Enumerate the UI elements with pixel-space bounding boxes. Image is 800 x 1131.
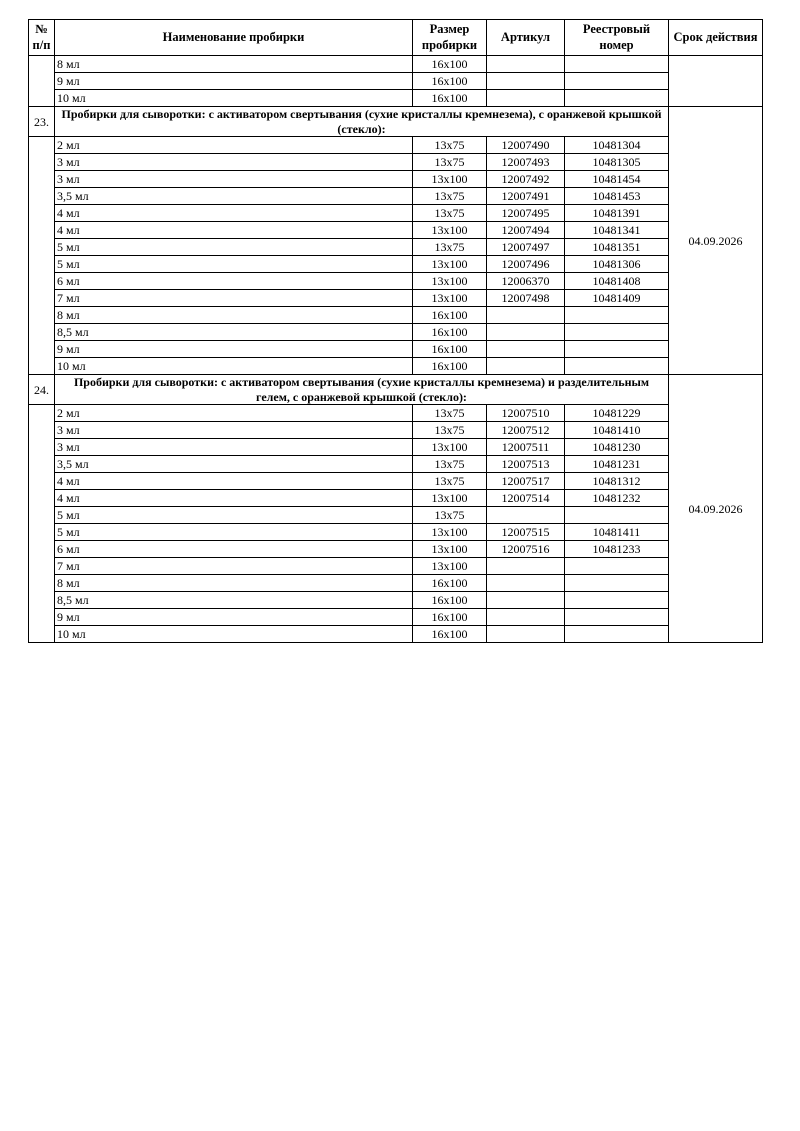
tube-size-cell: 13x100: [413, 558, 487, 575]
tube-article-cell: 12007497: [487, 239, 565, 256]
tube-row: [29, 575, 763, 592]
tube-name-cell: 5 мл: [55, 256, 413, 273]
tube-name-cell: 7 мл: [55, 558, 413, 575]
tube-name-cell: 9 мл: [55, 341, 413, 358]
tube-article-cell: [487, 324, 565, 341]
tube-registry-cell: [565, 358, 669, 375]
tube-name-cell: 2 мл: [55, 137, 413, 154]
tube-name-cell: 5 мл: [55, 507, 413, 524]
tube-name-cell: 6 мл: [55, 273, 413, 290]
tube-name-cell: 3 мл: [55, 439, 413, 456]
tube-registry-cell: [565, 324, 669, 341]
tube-article-cell: 12007514: [487, 490, 565, 507]
tube-row: [29, 90, 763, 107]
tube-registry-cell: 10481453: [565, 188, 669, 205]
tube-size-cell: 13x100: [413, 524, 487, 541]
tubes-table: [28, 19, 763, 643]
section-title-cell: Пробирки для сыворотки: с активатором свертывания (сухие кристаллы кремнезема), с оранжевой крышкой (стекло):: [55, 107, 669, 137]
tube-name-cell: 8,5 мл: [55, 324, 413, 341]
tube-row: [29, 473, 763, 490]
tube-row: [29, 358, 763, 375]
tube-registry-cell: 10481411: [565, 524, 669, 541]
tube-name-cell: 10 мл: [55, 358, 413, 375]
tube-registry-cell: 10481410: [565, 422, 669, 439]
header-row: [29, 20, 763, 56]
tube-size-cell: 16x100: [413, 626, 487, 643]
tube-registry-cell: [565, 307, 669, 324]
table-head: [29, 20, 763, 56]
tube-registry-cell: 10481454: [565, 171, 669, 188]
tube-article-cell: 12007492: [487, 171, 565, 188]
tube-size-cell: 13x75: [413, 205, 487, 222]
tube-size-cell: 13x75: [413, 239, 487, 256]
tube-size-cell: 13x75: [413, 154, 487, 171]
tube-article-cell: 12007490: [487, 137, 565, 154]
tube-size-cell: 13x75: [413, 456, 487, 473]
tube-name-cell: 5 мл: [55, 239, 413, 256]
tube-registry-cell: 10481341: [565, 222, 669, 239]
section-number-cell: 24.: [29, 375, 55, 405]
tube-article-cell: 12007516: [487, 541, 565, 558]
tube-row: [29, 341, 763, 358]
tube-article-cell: 12007493: [487, 154, 565, 171]
tube-registry-cell: 10481233: [565, 541, 669, 558]
tube-registry-cell: 10481231: [565, 456, 669, 473]
tube-article-cell: [487, 307, 565, 324]
tube-size-cell: 13x100: [413, 273, 487, 290]
tube-registry-cell: 10481312: [565, 473, 669, 490]
tube-name-cell: 10 мл: [55, 90, 413, 107]
tube-article-cell: [487, 592, 565, 609]
row-number-cell: [29, 137, 55, 375]
tube-size-cell: 16x100: [413, 592, 487, 609]
tube-row: [29, 239, 763, 256]
tube-article-cell: [487, 90, 565, 107]
tube-size-cell: 16x100: [413, 358, 487, 375]
tube-registry-cell: 10481305: [565, 154, 669, 171]
tube-row: [29, 422, 763, 439]
tube-size-cell: 13x100: [413, 222, 487, 239]
tube-size-cell: 13x75: [413, 473, 487, 490]
tube-name-cell: 8 мл: [55, 307, 413, 324]
tube-row: [29, 592, 763, 609]
tube-row: [29, 524, 763, 541]
tube-article-cell: 12007510: [487, 405, 565, 422]
tube-row: [29, 405, 763, 422]
tube-size-cell: 13x75: [413, 507, 487, 524]
section-header-row: [29, 107, 763, 137]
tube-row: [29, 541, 763, 558]
tube-registry-cell: 10481351: [565, 239, 669, 256]
tube-article-cell: [487, 73, 565, 90]
tube-row: [29, 609, 763, 626]
tube-name-cell: 4 мл: [55, 205, 413, 222]
column-header-validity: Срок действия: [669, 20, 763, 56]
tube-article-cell: [487, 626, 565, 643]
tube-registry-cell: [565, 609, 669, 626]
tube-size-cell: 16x100: [413, 609, 487, 626]
tube-registry-cell: [565, 558, 669, 575]
row-number-cell: [29, 56, 55, 107]
tube-article-cell: [487, 558, 565, 575]
tube-size-cell: 13x100: [413, 256, 487, 273]
column-header-name: Наименование пробирки: [55, 20, 413, 56]
section-title-cell: Пробирки для сыворотки: с активатором свертывания (сухие кристаллы кремнезема) и разделительным гелем, с оранжевой крышкой (стекло):: [55, 375, 669, 405]
tube-row: [29, 273, 763, 290]
tube-size-cell: 16x100: [413, 73, 487, 90]
tube-article-cell: 12007511: [487, 439, 565, 456]
tube-size-cell: 13x75: [413, 422, 487, 439]
tube-article-cell: 12007512: [487, 422, 565, 439]
tube-registry-cell: [565, 341, 669, 358]
tube-article-cell: [487, 341, 565, 358]
tube-article-cell: 12007491: [487, 188, 565, 205]
section-header-row: [29, 375, 763, 405]
tube-article-cell: [487, 56, 565, 73]
tube-size-cell: 13x75: [413, 188, 487, 205]
tube-registry-cell: [565, 592, 669, 609]
tube-size-cell: 16x100: [413, 324, 487, 341]
tube-row: [29, 188, 763, 205]
tube-registry-cell: [565, 507, 669, 524]
tube-row: [29, 456, 763, 473]
tube-size-cell: 13x100: [413, 439, 487, 456]
tube-name-cell: 3,5 мл: [55, 188, 413, 205]
tube-row: [29, 256, 763, 273]
tube-name-cell: 2 мл: [55, 405, 413, 422]
tube-size-cell: 13x100: [413, 541, 487, 558]
tube-registry-cell: 10481230: [565, 439, 669, 456]
tube-row: [29, 137, 763, 154]
tube-article-cell: 12007515: [487, 524, 565, 541]
tube-name-cell: 4 мл: [55, 490, 413, 507]
tube-article-cell: [487, 358, 565, 375]
tube-row: [29, 490, 763, 507]
tube-size-cell: 16x100: [413, 575, 487, 592]
tube-row: [29, 626, 763, 643]
tube-registry-cell: 10481409: [565, 290, 669, 307]
tube-name-cell: 9 мл: [55, 609, 413, 626]
tube-name-cell: 7 мл: [55, 290, 413, 307]
tube-name-cell: 8,5 мл: [55, 592, 413, 609]
tube-registry-cell: [565, 626, 669, 643]
tube-size-cell: 13x75: [413, 137, 487, 154]
tube-name-cell: 6 мл: [55, 541, 413, 558]
tube-row: [29, 507, 763, 524]
tube-name-cell: 3 мл: [55, 154, 413, 171]
tube-article-cell: 12006370: [487, 273, 565, 290]
tube-article-cell: 12007495: [487, 205, 565, 222]
tube-article-cell: [487, 575, 565, 592]
tube-row: [29, 324, 763, 341]
tube-registry-cell: 10481304: [565, 137, 669, 154]
tube-row: [29, 558, 763, 575]
tube-size-cell: 16x100: [413, 307, 487, 324]
tube-registry-cell: [565, 56, 669, 73]
tube-article-cell: 12007494: [487, 222, 565, 239]
tube-row: [29, 171, 763, 188]
tube-name-cell: 3 мл: [55, 171, 413, 188]
tube-article-cell: 12007513: [487, 456, 565, 473]
column-header-registry: Реестровый номер: [565, 20, 669, 56]
tube-registry-cell: [565, 90, 669, 107]
tube-size-cell: 16x100: [413, 56, 487, 73]
tube-article-cell: [487, 609, 565, 626]
tube-size-cell: 13x75: [413, 405, 487, 422]
validity-cell: 04.09.2026: [669, 107, 763, 375]
tube-name-cell: 4 мл: [55, 222, 413, 239]
tube-name-cell: 8 мл: [55, 56, 413, 73]
tube-name-cell: 3 мл: [55, 422, 413, 439]
tube-article-cell: 12007496: [487, 256, 565, 273]
tube-article-cell: 12007517: [487, 473, 565, 490]
tube-size-cell: 13x100: [413, 171, 487, 188]
tube-row: [29, 307, 763, 324]
tube-registry-cell: 10481232: [565, 490, 669, 507]
validity-cell: 04.09.2026: [669, 375, 763, 643]
tube-article-cell: [487, 507, 565, 524]
tube-name-cell: 5 мл: [55, 524, 413, 541]
tube-row: [29, 154, 763, 171]
tube-row: [29, 222, 763, 239]
validity-cell: [669, 56, 763, 107]
tube-row: [29, 290, 763, 307]
tube-registry-cell: 10481408: [565, 273, 669, 290]
column-header-article: Артикул: [487, 20, 565, 56]
tube-name-cell: 4 мл: [55, 473, 413, 490]
tube-size-cell: 13x100: [413, 490, 487, 507]
tube-size-cell: 13x100: [413, 290, 487, 307]
tube-name-cell: 3,5 мл: [55, 456, 413, 473]
tube-name-cell: 9 мл: [55, 73, 413, 90]
column-header-num: № п/п: [29, 20, 55, 56]
tube-size-cell: 16x100: [413, 90, 487, 107]
tube-row: [29, 56, 763, 73]
tube-name-cell: 8 мл: [55, 575, 413, 592]
table-body: [29, 56, 763, 643]
row-number-cell: [29, 405, 55, 643]
tube-registry-cell: 10481306: [565, 256, 669, 273]
tube-registry-cell: 10481391: [565, 205, 669, 222]
tube-name-cell: 10 мл: [55, 626, 413, 643]
tube-registry-cell: [565, 575, 669, 592]
tube-registry-cell: [565, 73, 669, 90]
tube-article-cell: 12007498: [487, 290, 565, 307]
section-number-cell: 23.: [29, 107, 55, 137]
column-header-size: Размер пробирки: [413, 20, 487, 56]
tube-row: [29, 205, 763, 222]
tube-row: [29, 73, 763, 90]
tube-registry-cell: 10481229: [565, 405, 669, 422]
tube-size-cell: 16x100: [413, 341, 487, 358]
tube-row: [29, 439, 763, 456]
